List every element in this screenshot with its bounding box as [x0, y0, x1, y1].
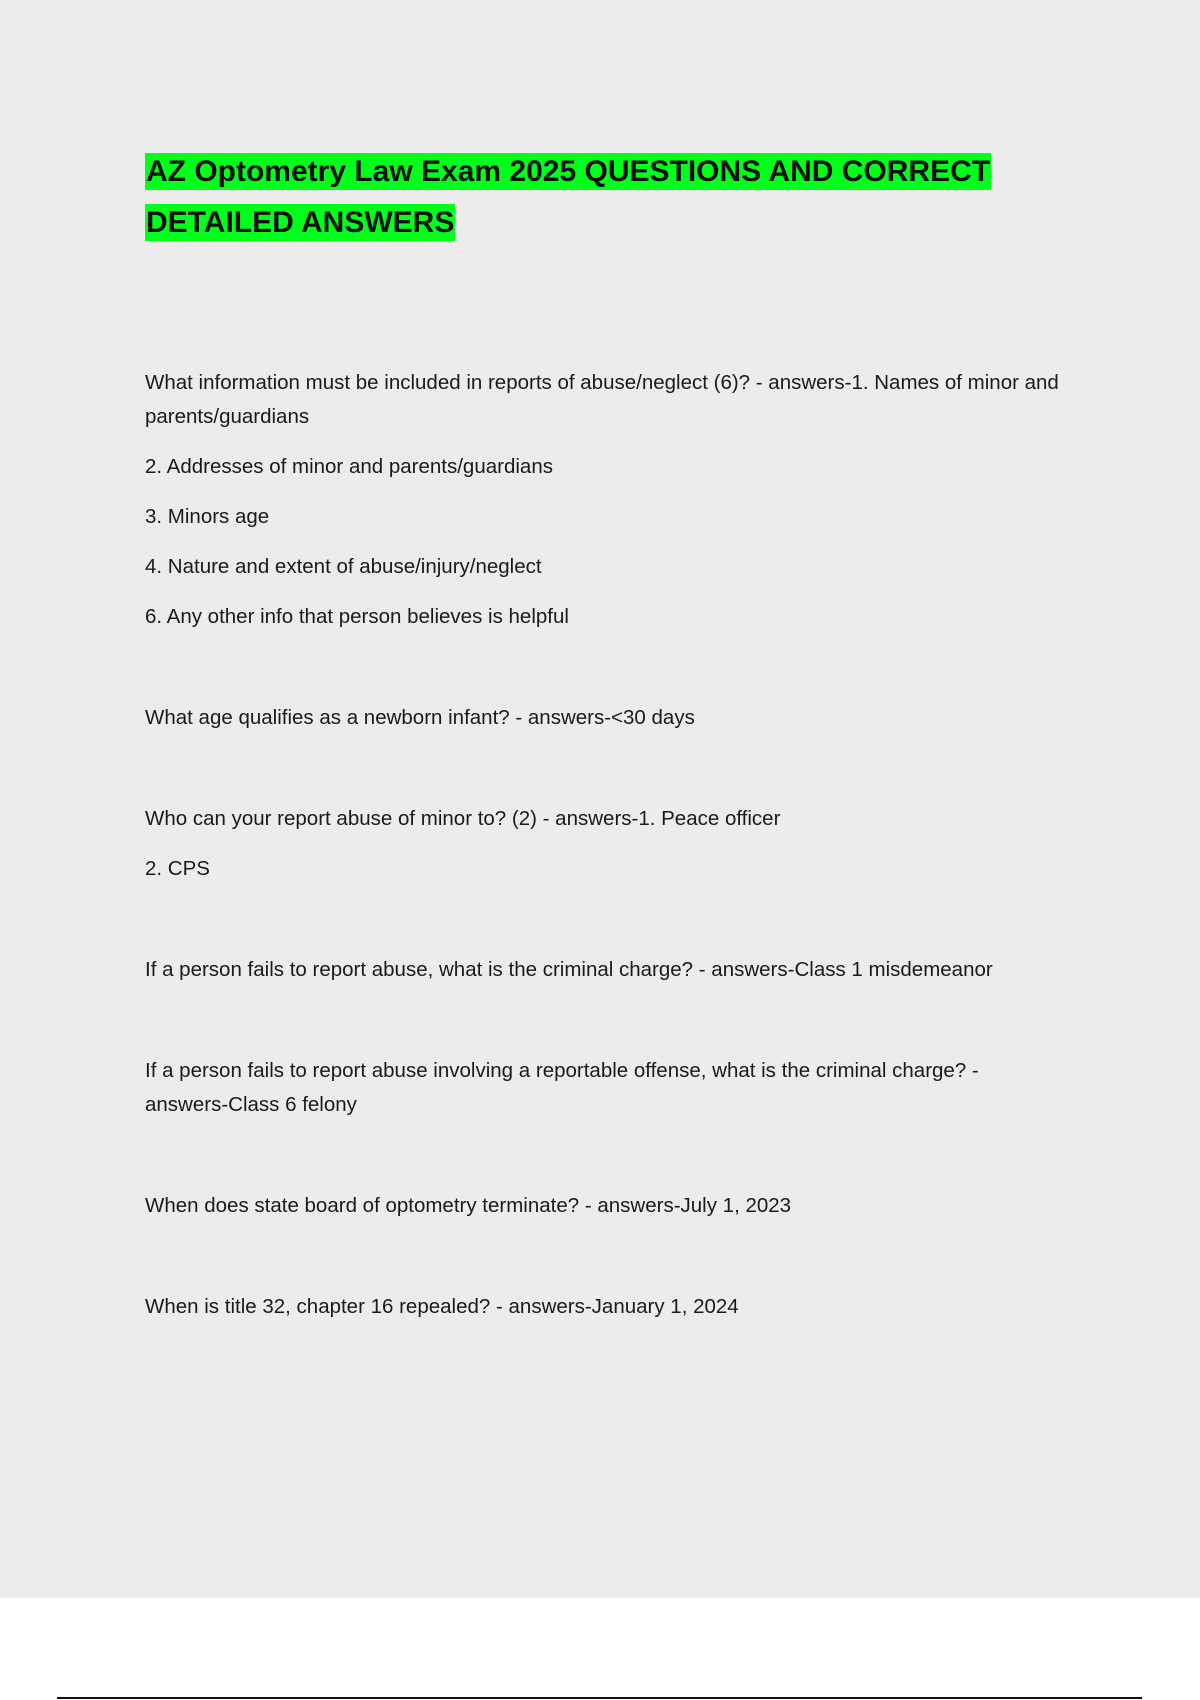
qa-item	[145, 1189, 1065, 1223]
qa-item	[145, 953, 1065, 987]
qa-line: 4. Nature and extent of abuse/injury/neglect	[145, 555, 542, 578]
footer-divider	[57, 1697, 1142, 1699]
qa-list	[145, 366, 1065, 1324]
qa-line: What age qualifies as a newborn infant? - answers-<30 days	[145, 706, 695, 729]
qa-item	[145, 802, 1065, 886]
qa-line: Who can your report abuse of minor to? (2) - answers-1. Peace officer	[145, 807, 781, 830]
document-title	[145, 146, 1065, 248]
qa-line: When is title 32, chapter 16 repealed? - answers-January 1, 2024	[145, 1295, 739, 1318]
qa-line: 3. Minors age	[145, 505, 270, 528]
document-title-text: AZ Optometry Law Exam 2025 QUESTIONS AND CORRECT DETAILED ANSWERS	[146, 155, 991, 239]
qa-line: 6. Any other info that person believes is helpful	[145, 605, 569, 628]
qa-item	[145, 366, 1065, 634]
qa-line: When does state board of optometry terminate? - answers-July 1, 2023	[145, 1194, 792, 1217]
qa-line: If a person fails to report abuse involving a reportable offense, what is the criminal charge? - answers-Class 6 felony	[145, 1059, 979, 1116]
document-content	[145, 146, 1065, 1391]
qa-line: 2. Addresses of minor and parents/guardians	[145, 455, 553, 478]
qa-line: What information must be included in reports of abuse/neglect (6)? - answers-1. Names of minor and parents/guardians	[145, 371, 1059, 428]
qa-line: If a person fails to report abuse, what is the criminal charge? - answers-Class 1 misdemeanor	[145, 958, 993, 981]
qa-item	[145, 1290, 1065, 1324]
qa-item	[145, 1054, 1065, 1122]
qa-line: 2. CPS	[145, 857, 210, 880]
qa-item	[145, 701, 1065, 735]
